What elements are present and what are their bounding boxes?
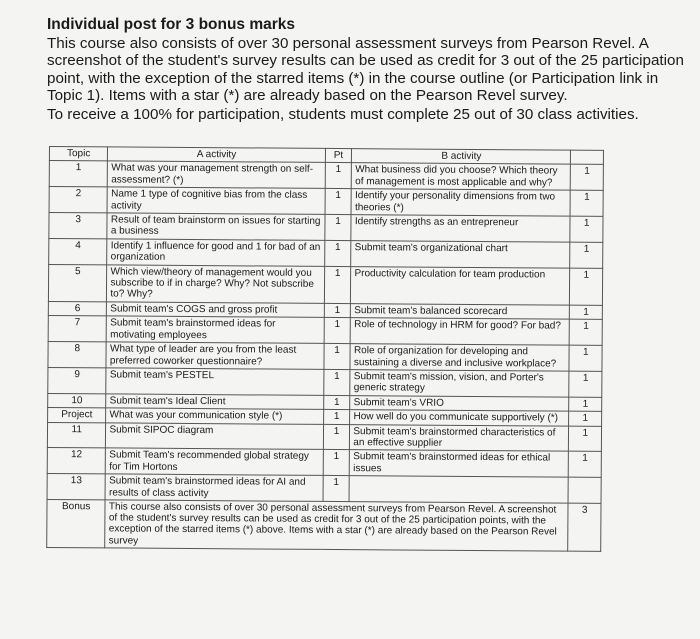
bonus-label: Bonus <box>47 499 106 547</box>
table-row <box>48 367 602 397</box>
pt-cell: 1 <box>325 189 352 215</box>
a-activity-cell: Submit SIPOC diagram <box>106 422 323 449</box>
a-activity-cell: Identify 1 influence for good and 1 for bad of an organization <box>107 239 324 266</box>
a-activity-cell: Submit Team's recommended global strategy for Tim Hortons <box>106 448 323 475</box>
a-activity-cell: What type of leader are you from the least preferred coworker questionnaire? <box>106 342 323 369</box>
table-row <box>47 474 601 504</box>
header-pt: Pt <box>325 148 352 163</box>
table-row <box>49 161 603 191</box>
pt2-cell: 1 <box>570 216 603 242</box>
pt2-cell: 1 <box>571 165 604 191</box>
pt-cell: 1 <box>323 395 350 410</box>
header-topic: Topic <box>49 147 108 162</box>
b-activity-cell: Role of organization for developing and sustaining a diverse and inclusive workplace? <box>350 344 569 371</box>
pt2-cell: 1 <box>569 345 602 371</box>
pt2-cell: 1 <box>570 268 603 305</box>
pt-cell: 1 <box>323 424 350 450</box>
topic-cell: 1 <box>49 161 108 187</box>
topic-cell: 4 <box>49 238 108 264</box>
b-activity-cell: Submit team's balanced scorecard <box>351 303 570 319</box>
intro-section <box>47 16 692 123</box>
pt2-cell: 1 <box>570 305 603 320</box>
intro-paragraph: This course also consists of over 30 personal assessment surveys from Pearson Revel. A screenshot of the student's survey results can be used as credit for 3 out of the 25 participation point, with the exception of the starred items (*) in the course outline (or Participation link in Topic 1). Items with a star (*) are already based on the Pearson Revel survey. <box>47 34 684 104</box>
topic-cell: Project <box>48 408 107 423</box>
b-activity-cell: Identify your personality dimensions from two theories (*) <box>351 189 570 216</box>
table-row <box>49 187 603 217</box>
pt2-cell: 1 <box>570 319 603 345</box>
topic-cell: 7 <box>48 316 107 342</box>
header-pt2 <box>571 150 604 165</box>
pt2-cell: 1 <box>569 371 602 397</box>
topic-cell: 8 <box>48 342 107 368</box>
pt-cell: 1 <box>323 476 350 502</box>
a-activity-cell: What was your communication style (*) <box>106 408 323 424</box>
topic-cell: 11 <box>47 422 106 448</box>
b-activity-cell: What business did you choose? Which theory of management is most applicable and why? <box>352 163 571 190</box>
b-activity-cell: Submit team's mission, vision, and Porter's generic strategy <box>350 370 569 397</box>
intro-title: Individual post for 3 bonus marks <box>47 16 296 33</box>
a-activity-cell: Submit team's PESTEL <box>106 368 323 395</box>
table-row <box>48 316 602 346</box>
a-activity-cell: Submit team's brainstormed ideas for AI and results of class activity <box>105 474 322 501</box>
b-activity-cell: Role of technology in HRM for good? For bad? <box>351 318 570 345</box>
b-activity-cell: Submit team's brainstormed characteristics of an effective supplier <box>350 424 569 451</box>
topic-cell: 2 <box>49 187 108 213</box>
pt2-cell <box>569 477 602 503</box>
pt2-cell: 1 <box>569 426 602 452</box>
b-activity-cell: Submit team's VRIO <box>350 395 569 411</box>
topic-cell: 3 <box>49 213 108 239</box>
table-row <box>47 422 601 452</box>
intro-requirement: To receive a 100% for participation, students must complete 25 out of 30 class activities. <box>47 105 639 123</box>
bonus-description: This course also consists of over 30 personal assessment surveys from Pearson Revel. A screenshot of the student's survey results can be used as credit for 3 out of the 25 participation points, with the exception of the starred items (*) above. Items with a star (*) are already based on the Pearson Revel survey <box>105 500 568 551</box>
pt-cell: 1 <box>324 266 351 303</box>
pt-cell: 1 <box>323 410 350 425</box>
pt-cell: 1 <box>324 344 351 370</box>
topic-cell: 5 <box>48 264 107 302</box>
pt2-cell: 1 <box>569 411 602 426</box>
pt-cell: 1 <box>324 303 351 318</box>
bonus-points: 3 <box>568 503 601 551</box>
topic-cell: 6 <box>48 301 107 316</box>
pt-cell: 1 <box>324 318 351 344</box>
topic-cell: 10 <box>48 393 107 408</box>
pt2-cell: 1 <box>569 397 602 412</box>
b-activity-cell: How well do you communicate supportively (*) <box>350 410 569 426</box>
header-a-activity: A activity <box>108 147 325 163</box>
a-activity-cell: What was your management strength on self-assessment? (*) <box>108 161 325 188</box>
bonus-row <box>47 499 601 551</box>
b-activity-cell: Submit team's organizational chart <box>351 240 570 267</box>
header-b-activity: B activity <box>352 149 571 165</box>
pt-cell: 1 <box>325 214 352 240</box>
pt2-cell: 1 <box>571 190 604 216</box>
pt2-cell: 1 <box>569 451 602 477</box>
pt-cell: 1 <box>323 369 350 395</box>
topic-cell: 12 <box>47 448 106 474</box>
activity-table <box>46 146 604 552</box>
pt2-cell: 1 <box>570 242 603 268</box>
topic-cell: 9 <box>48 367 107 393</box>
table-row <box>49 213 603 243</box>
table-row <box>48 264 602 305</box>
a-activity-cell: Name 1 type of cognitive bias from the class activity <box>107 187 324 214</box>
a-activity-cell: Submit team's brainstormed ideas for motivating employees <box>107 316 324 343</box>
b-activity-cell: Identify strengths as an entrepreneur <box>351 215 570 242</box>
a-activity-cell: Submit team's COGS and gross profit <box>107 302 324 318</box>
pt-cell: 1 <box>324 240 351 266</box>
a-activity-cell: Result of team brainstorm on issues for starting a business <box>107 213 324 240</box>
topic-cell: 13 <box>47 474 106 500</box>
b-activity-cell: Submit team's brainstormed ideas for ethical issues <box>350 450 569 477</box>
a-activity-cell: Submit team's Ideal Client <box>106 394 323 410</box>
table-row <box>48 342 602 372</box>
table-row <box>47 448 601 478</box>
table-row <box>49 238 603 268</box>
b-activity-cell <box>349 476 568 503</box>
b-activity-cell: Productivity calculation for team production <box>351 266 570 305</box>
pt-cell: 1 <box>323 450 350 476</box>
a-activity-cell: Which view/theory of management would you subscribe to if in charge? Why? Not subscribe to? Why? <box>107 265 324 304</box>
pt-cell: 1 <box>325 163 352 189</box>
